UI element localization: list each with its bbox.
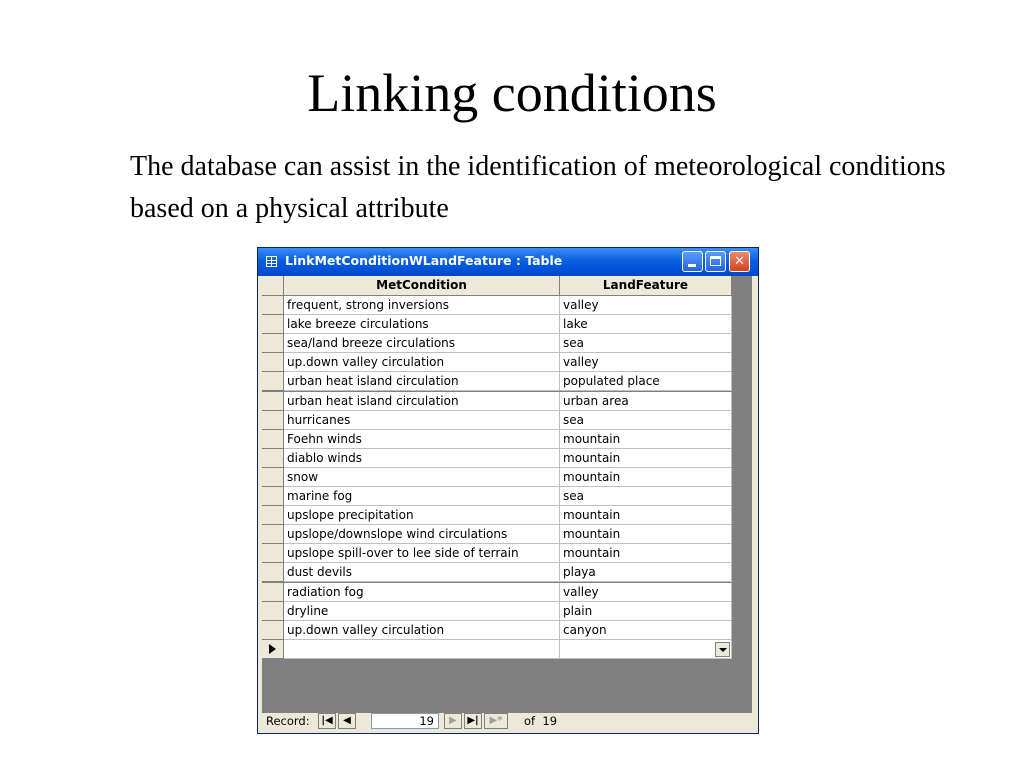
cell-metcondition[interactable]: upslope spill-over to lee side of terrain (284, 544, 560, 563)
cell-metcondition[interactable]: lake breeze circulations (284, 315, 560, 334)
cell-metcondition[interactable]: hurricanes (284, 411, 560, 430)
record-selector[interactable] (262, 353, 284, 372)
record-total (524, 714, 557, 728)
record-selector[interactable] (262, 334, 284, 353)
dropdown-button[interactable] (715, 642, 730, 657)
column-header-landfeature[interactable]: LandFeature (560, 276, 732, 296)
cell-landfeature[interactable]: sea (560, 411, 732, 430)
cell-metcondition[interactable]: dryline (284, 602, 560, 621)
record-selector[interactable] (262, 372, 284, 391)
current-record-input[interactable]: 19 (371, 713, 439, 729)
record-label: Record: (266, 714, 310, 728)
record-total-count: 19 (542, 714, 558, 728)
record-selector[interactable] (262, 487, 284, 506)
datasheet-area (262, 276, 752, 713)
new-record-button[interactable] (484, 713, 508, 729)
cell-landfeature[interactable]: populated place (560, 372, 732, 391)
close-button[interactable] (729, 251, 750, 272)
first-record-button[interactable] (318, 713, 336, 729)
record-selector[interactable] (262, 392, 284, 411)
cell-metcondition[interactable]: marine fog (284, 487, 560, 506)
slide-description: The database can assist in the identification of meteorological conditions based on a physical attribute (130, 151, 946, 224)
cell-metcondition[interactable]: up.down valley circulation (284, 353, 560, 372)
cell-landfeature[interactable]: sea (560, 487, 732, 506)
record-selector[interactable] (262, 430, 284, 449)
slide-title: Linking conditions (307, 63, 717, 123)
table-icon (266, 256, 277, 267)
select-all-corner[interactable] (262, 276, 284, 296)
cell-metcondition[interactable]: diablo winds (284, 449, 560, 468)
record-selector[interactable] (262, 640, 284, 659)
minimize-icon (688, 264, 696, 267)
cell-metcondition[interactable]: upslope/downslope wind circulations (284, 525, 560, 544)
cell-landfeature[interactable]: lake (560, 315, 732, 334)
window-title: LinkMetConditionWLandFeature : Table (285, 253, 563, 268)
cell-metcondition[interactable]: urban heat island circulation (284, 392, 560, 411)
cell-landfeature[interactable]: canyon (560, 621, 732, 640)
maximize-icon (710, 256, 721, 266)
table-window (257, 247, 759, 734)
cell-landfeature[interactable]: mountain (560, 430, 732, 449)
cell-landfeature[interactable] (560, 640, 732, 659)
record-selector[interactable] (262, 315, 284, 334)
previous-record-icon: ◀ (343, 715, 351, 726)
cell-landfeature[interactable]: urban area (560, 392, 732, 411)
cell-metcondition[interactable]: radiation fog (284, 583, 560, 602)
cell-landfeature[interactable]: valley (560, 296, 732, 315)
next-record-button[interactable] (444, 713, 462, 729)
cell-metcondition[interactable]: urban heat island circulation (284, 372, 560, 391)
record-selector[interactable] (262, 583, 284, 602)
close-icon: ✕ (734, 254, 745, 269)
record-selector[interactable] (262, 621, 284, 640)
cell-landfeature[interactable]: valley (560, 583, 732, 602)
record-selector[interactable] (262, 449, 284, 468)
record-of-label: of (524, 714, 536, 728)
cell-landfeature[interactable]: valley (560, 353, 732, 372)
new-record-icon: ▶* (489, 715, 503, 726)
cell-metcondition[interactable]: Foehn winds (284, 430, 560, 449)
cell-metcondition[interactable]: upslope precipitation (284, 506, 560, 525)
previous-record-button[interactable] (338, 713, 356, 729)
record-selector[interactable] (262, 602, 284, 621)
cell-landfeature[interactable]: plain (560, 602, 732, 621)
first-record-icon: |◀ (321, 715, 333, 726)
cell-metcondition[interactable]: frequent, strong inversions (284, 296, 560, 315)
record-selector[interactable] (262, 544, 284, 563)
cell-metcondition[interactable]: snow (284, 468, 560, 487)
current-record-arrow-icon (269, 644, 276, 654)
window-titlebar[interactable] (258, 248, 758, 276)
cell-landfeature[interactable]: sea (560, 334, 732, 353)
cell-metcondition[interactable]: up.down valley circulation (284, 621, 560, 640)
cell-landfeature[interactable]: playa (560, 563, 732, 582)
next-record-icon: ▶ (449, 715, 457, 726)
record-selector[interactable] (262, 411, 284, 430)
cell-landfeature[interactable]: mountain (560, 544, 732, 563)
cell-landfeature[interactable]: mountain (560, 449, 732, 468)
record-selector[interactable] (262, 296, 284, 315)
maximize-button[interactable] (705, 251, 726, 272)
cell-metcondition[interactable]: dust devils (284, 563, 560, 582)
cell-landfeature[interactable]: mountain (560, 468, 732, 487)
cell-metcondition[interactable] (284, 640, 560, 659)
cell-metcondition[interactable]: sea/land breeze circulations (284, 334, 560, 353)
record-navigation-bar (262, 713, 752, 730)
minimize-button[interactable] (682, 251, 703, 272)
record-selector[interactable] (262, 525, 284, 544)
chevron-down-icon (719, 648, 727, 652)
cell-landfeature[interactable]: mountain (560, 506, 732, 525)
record-selector[interactable] (262, 468, 284, 487)
last-record-button[interactable] (464, 713, 482, 729)
column-header-metcondition[interactable]: MetCondition (284, 276, 560, 296)
record-selector[interactable] (262, 563, 284, 582)
cell-landfeature[interactable]: mountain (560, 525, 732, 544)
record-selector[interactable] (262, 506, 284, 525)
last-record-icon: ▶| (467, 715, 479, 726)
